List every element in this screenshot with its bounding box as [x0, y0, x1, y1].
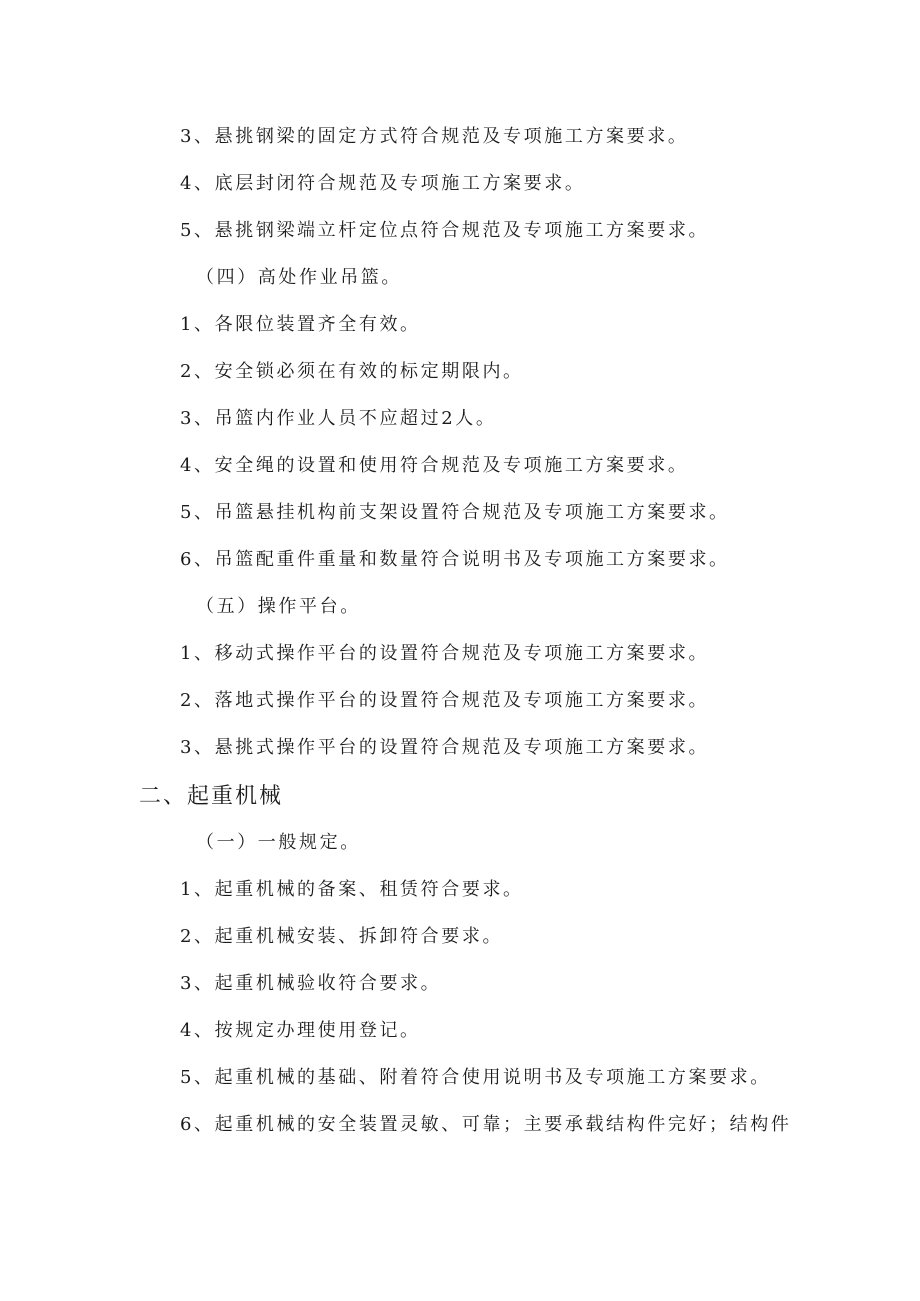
paragraph-line: 4、按规定办理使用登记。	[180, 1020, 421, 1041]
subsection-title: （四）高处作业吊篮。	[196, 267, 402, 288]
paragraph-line: 3、悬挑钢梁的固定方式符合规范及专项施工方案要求。	[180, 126, 689, 147]
paragraph-line: 2、安全锁必须在有效的标定期限内。	[180, 361, 524, 382]
subsection-title: （五）操作平台。	[196, 596, 361, 617]
paragraph-line: 3、悬挑式操作平台的设置符合规范及专项施工方案要求。	[180, 737, 710, 758]
section-heading: 二、起重机械	[139, 784, 284, 809]
subsection-title: （一）一般规定。	[196, 832, 361, 853]
paragraph-line: 4、底层封闭符合规范及专项施工方案要求。	[180, 173, 586, 194]
paragraph-line: 2、起重机械安装、拆卸符合要求。	[180, 926, 504, 947]
paragraph-line: 5、悬挑钢梁端立杆定位点符合规范及专项施工方案要求。	[180, 220, 710, 241]
paragraph-line: 5、起重机械的基础、附着符合使用说明书及专项施工方案要求。	[180, 1067, 771, 1088]
paragraph-line: 6、吊篮配重件重量和数量符合说明书及专项施工方案要求。	[180, 549, 730, 570]
paragraph-line: 1、起重机械的备案、租赁符合要求。	[180, 879, 524, 900]
paragraph-line: 1、移动式操作平台的设置符合规范及专项施工方案要求。	[180, 643, 710, 664]
paragraph-line: 6、起重机械的安全装置灵敏、可靠；主要承载结构件完好；结构件	[180, 1114, 792, 1135]
paragraph-line: 5、吊篮悬挂机构前支架设置符合规范及专项施工方案要求。	[180, 502, 730, 523]
paragraph-line: 3、起重机械验收符合要求。	[180, 973, 442, 994]
paragraph-line: 1、各限位装置齐全有效。	[180, 314, 421, 335]
paragraph-line: 3、吊篮内作业人员不应超过2人。	[180, 408, 497, 429]
paragraph-line: 2、落地式操作平台的设置符合规范及专项施工方案要求。	[180, 690, 710, 711]
paragraph-line: 4、安全绳的设置和使用符合规范及专项施工方案要求。	[180, 455, 689, 476]
